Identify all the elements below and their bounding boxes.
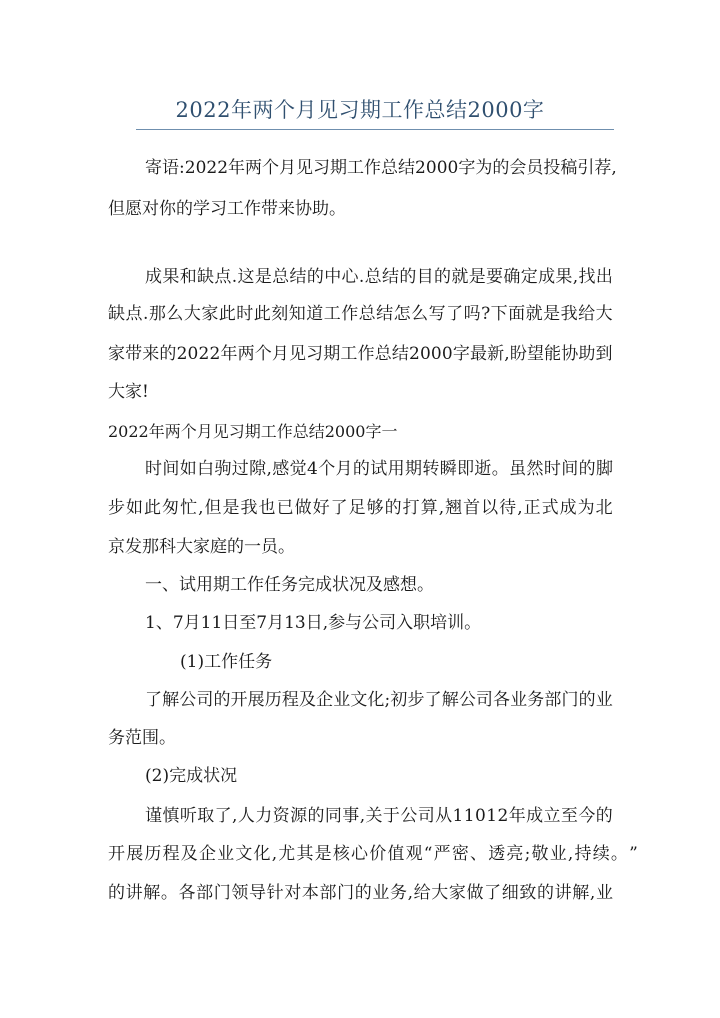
paragraph-line: 谨 慎 听 取 了 , 人 力 资 源 的 同 事 , 关 于 公 司 从 1 1 0 1 2 年 成 立 至 今 的 bbox=[145, 806, 613, 826]
paragraph-line: 缺 点 . 那 么 大 家 此 时 此 刻 知 道 工 作 总 结 怎 么 写 了 吗 ? 下 面 就 是 我 给 大 bbox=[108, 304, 613, 324]
paragraph-line: 但愿对你的学习工作带来协助。 bbox=[108, 199, 346, 219]
paragraph-line: 成 果 和 缺 点 . 这 是 总 结 的 中 心 . 总 结 的 目 的 就 是 要 确 定 成 果 , 找 出 bbox=[145, 267, 613, 287]
paragraph-line: 京发那科大家庭的一员。 bbox=[108, 537, 295, 557]
paragraph-line: 开 展 历 程 及 企 业 文 化 , 尤 其 是 核 心 价 值 观 “ 严 密 、 透 亮 ; 敬 业 , 持 续 。 ” bbox=[108, 844, 638, 864]
document-title: 2022年两个月见习期工作总结2000字 bbox=[175, 98, 545, 122]
paragraph-line: 的 讲 解 。 各 部 门 领 导 针 对 本 部 门 的 业 务 , 给 大 家 做 了 细 致 的 讲 解 , 业 bbox=[108, 883, 613, 903]
paragraph-line: 步 如 此 匆 忙 , 但 是 我 也 已 做 好 了 足 够 的 打 算 , 翘 首 以 待 , 正 式 成 为 北 bbox=[108, 498, 613, 518]
paragraph-line: 家 带 来 的 2 0 2 2 年 两 个 月 见 习 期 工 作 总 结 2 0 0 0 字 最 新 , 盼 望 能 协 助 到 bbox=[108, 344, 613, 364]
sub-heading: (1)工作任务 bbox=[180, 652, 273, 672]
paragraph-line: 时 间 如 白 驹 过 隙 , 感 觉 4 个 月 的 试 用 期 转 瞬 即 逝 。 虽 然 时 间 的 脚 bbox=[145, 459, 613, 479]
paragraph-line: 务范围。 bbox=[108, 728, 176, 748]
paragraph-line: 寄 语 : 2 0 2 2 年 两 个 月 见 习 期 工 作 总 结 2 0 0 0 字 为 的 会 员 投 稿 引 荐 , bbox=[145, 158, 617, 178]
list-item: 1、7月11日至7月13日,参与公司入职培训。 bbox=[145, 613, 482, 633]
paragraph-line: 了 解 公 司 的 开 展 历 程 及 企 业 文 化 ; 初 步 了 解 公 司 各 业 务 部 门 的 业 bbox=[145, 690, 613, 710]
paragraph-line: 大家! bbox=[108, 382, 149, 402]
section-heading: 2022年两个月见习期工作总结2000字一 bbox=[108, 422, 398, 441]
section-heading: 一、试用期工作任务完成状况及感想。 bbox=[145, 575, 434, 595]
sub-heading: (2)完成状况 bbox=[145, 766, 238, 786]
title-divider bbox=[136, 129, 614, 130]
